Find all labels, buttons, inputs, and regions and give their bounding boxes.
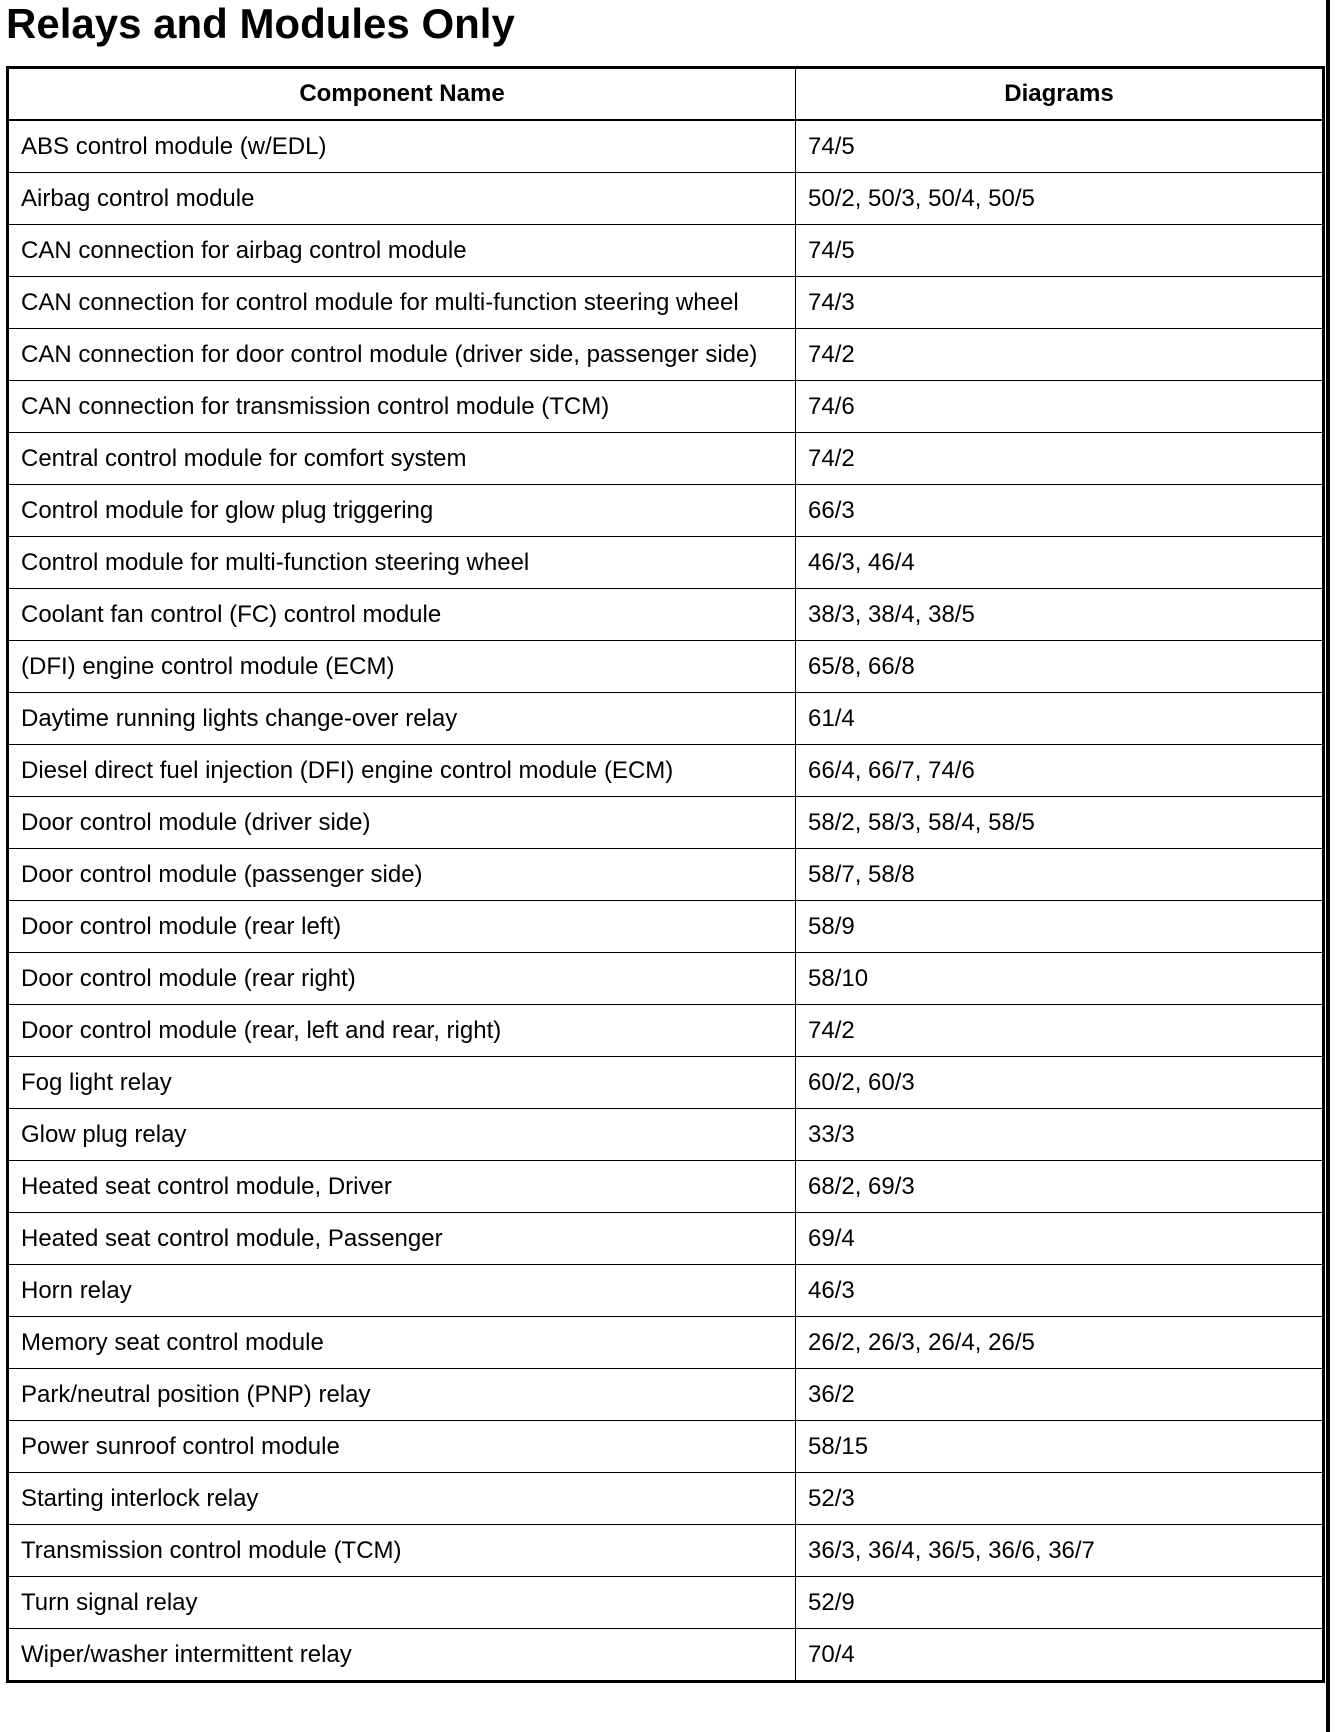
component-name-cell: CAN connection for airbag control module [8,225,796,277]
diagrams-cell: 52/3 [796,1473,1324,1525]
component-name-cell: CAN connection for transmission control module (TCM) [8,381,796,433]
diagrams-cell: 36/2 [796,1369,1324,1421]
table-row [8,173,1324,225]
table-row [8,1005,1324,1057]
component-name-cell: Door control module (driver side) [8,797,796,849]
component-name-cell: Control module for multi-function steering wheel [8,537,796,589]
page-edge-line [1326,0,1330,1732]
component-name-cell: Control module for glow plug triggering [8,485,796,537]
diagrams-cell: 74/2 [796,433,1324,485]
diagrams-cell: 66/3 [796,485,1324,537]
diagrams-cell: 74/3 [796,277,1324,329]
diagrams-cell: 74/5 [796,225,1324,277]
component-name-cell: Memory seat control module [8,1317,796,1369]
diagrams-cell: 58/9 [796,901,1324,953]
table-row [8,1057,1324,1109]
table-row [8,953,1324,1005]
table-row [8,277,1324,329]
table-row [8,589,1324,641]
diagrams-cell: 74/6 [796,381,1324,433]
diagrams-cell: 61/4 [796,693,1324,745]
diagrams-cell: 38/3, 38/4, 38/5 [796,589,1324,641]
diagrams-cell: 46/3 [796,1265,1324,1317]
table-row [8,537,1324,589]
component-name-cell: Glow plug relay [8,1109,796,1161]
diagrams-cell: 74/2 [796,329,1324,381]
table-row [8,381,1324,433]
table-row [8,120,1324,173]
component-name-cell: Horn relay [8,1265,796,1317]
column-header-diagrams: Diagrams [796,68,1324,121]
table-row [8,1577,1324,1629]
component-name-cell: Door control module (rear, left and rear, right) [8,1005,796,1057]
table-row [8,1421,1324,1473]
table-row [8,693,1324,745]
diagrams-cell: 70/4 [796,1629,1324,1682]
component-name-cell: ABS control module (w/EDL) [8,120,796,173]
page-title: Relays and Modules Only [6,0,515,47]
table-row [8,1109,1324,1161]
component-name-cell: Daytime running lights change-over relay [8,693,796,745]
component-name-cell: Wiper/washer intermittent relay [8,1629,796,1682]
diagrams-cell: 60/2, 60/3 [796,1057,1324,1109]
table-row [8,329,1324,381]
diagrams-cell: 58/15 [796,1421,1324,1473]
table-row [8,433,1324,485]
component-name-cell: CAN connection for door control module (driver side, passenger side) [8,329,796,381]
diagrams-cell: 58/2, 58/3, 58/4, 58/5 [796,797,1324,849]
table-row [8,1629,1324,1682]
component-name-cell: Diesel direct fuel injection (DFI) engine control module (ECM) [8,745,796,797]
table-row [8,1317,1324,1369]
table-row [8,1473,1324,1525]
diagrams-cell: 58/10 [796,953,1324,1005]
table-row [8,901,1324,953]
component-name-cell: Heated seat control module, Passenger [8,1213,796,1265]
component-name-cell: Door control module (rear right) [8,953,796,1005]
component-name-cell: Heated seat control module, Driver [8,1161,796,1213]
table-row [8,1525,1324,1577]
component-name-cell: CAN connection for control module for multi-function steering wheel [8,277,796,329]
component-name-cell: Starting interlock relay [8,1473,796,1525]
component-name-cell: Fog light relay [8,1057,796,1109]
table-row [8,745,1324,797]
diagrams-cell: 50/2, 50/3, 50/4, 50/5 [796,173,1324,225]
component-name-cell: Coolant fan control (FC) control module [8,589,796,641]
table-row [8,1265,1324,1317]
table-row [8,797,1324,849]
component-name-cell: Turn signal relay [8,1577,796,1629]
diagrams-cell: 65/8, 66/8 [796,641,1324,693]
diagrams-cell: 66/4, 66/7, 74/6 [796,745,1324,797]
diagrams-cell: 74/5 [796,120,1324,173]
table-row [8,849,1324,901]
component-name-cell: Door control module (rear left) [8,901,796,953]
relays-modules-table [6,66,1325,1683]
table-row [8,641,1324,693]
table-row [8,485,1324,537]
component-name-cell: Power sunroof control module [8,1421,796,1473]
table-row [8,1369,1324,1421]
table-row [8,1213,1324,1265]
table-row [8,225,1324,277]
table-row [8,1161,1324,1213]
diagrams-cell: 74/2 [796,1005,1324,1057]
column-header-component-name: Component Name [8,68,796,121]
component-name-cell: Door control module (passenger side) [8,849,796,901]
component-name-cell: Central control module for comfort system [8,433,796,485]
diagrams-cell: 26/2, 26/3, 26/4, 26/5 [796,1317,1324,1369]
component-name-cell: Airbag control module [8,173,796,225]
component-name-cell: Park/neutral position (PNP) relay [8,1369,796,1421]
diagrams-cell: 46/3, 46/4 [796,537,1324,589]
diagrams-cell: 33/3 [796,1109,1324,1161]
table-header-row [8,68,1324,121]
component-name-cell: Transmission control module (TCM) [8,1525,796,1577]
diagrams-cell: 36/3, 36/4, 36/5, 36/6, 36/7 [796,1525,1324,1577]
diagrams-cell: 68/2, 69/3 [796,1161,1324,1213]
diagrams-cell: 52/9 [796,1577,1324,1629]
diagrams-cell: 58/7, 58/8 [796,849,1324,901]
component-name-cell: (DFI) engine control module (ECM) [8,641,796,693]
diagrams-cell: 69/4 [796,1213,1324,1265]
